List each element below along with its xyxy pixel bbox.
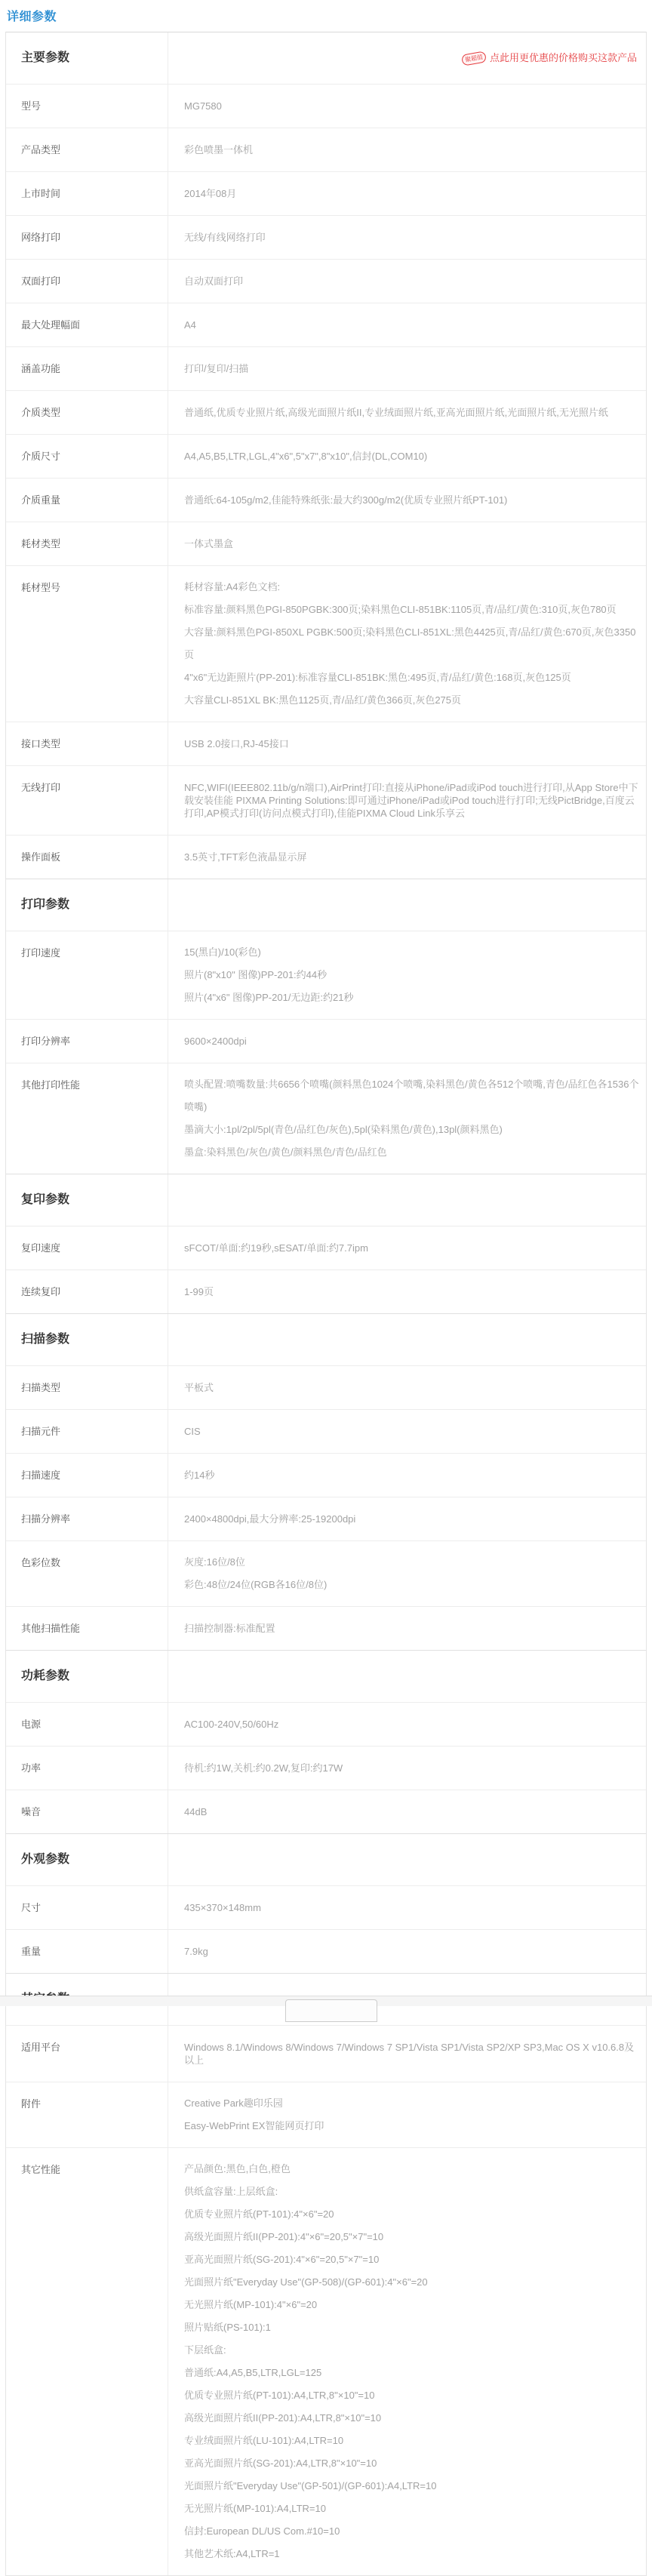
- spec-value-line: 9600×2400dpi: [184, 1036, 247, 1047]
- spec-value: [168, 1607, 646, 1650]
- spec-row: [6, 1019, 646, 1063]
- page-title: 详细参数: [7, 11, 57, 23]
- spec-value-line: 大容量CLI-851XL BK:黑色1125页,青/品红/黄色366页,灰色275页: [184, 694, 462, 706]
- spec-value-line: 彩色喷墨一体机: [184, 144, 254, 155]
- promo-link-text: 点此用更优惠的价格购买这款产品: [489, 52, 637, 63]
- spec-label: 耗材类型: [6, 522, 168, 565]
- spec-label: 扫描类型: [6, 1366, 168, 1409]
- spec-label: 双面打印: [6, 260, 168, 303]
- spec-value: [168, 1541, 646, 1606]
- spec-value-line: 一体式墨盒: [184, 538, 234, 549]
- spec-value-line: 下层纸盒:: [184, 2344, 226, 2356]
- spec-value: [168, 836, 646, 879]
- section-header-row: [6, 32, 646, 84]
- spec-value-line: 光面照片纸"Everyday Use"(GP-508)/(GP-601):4"×6"=20: [184, 2276, 428, 2288]
- spec-value-line: 墨盒:染料黑色/灰色/黄色/颜料黑色/青色/品红色: [184, 1146, 387, 1158]
- spec-row: [6, 171, 646, 215]
- section-title: 打印参数: [6, 879, 168, 931]
- spec-value: [168, 766, 646, 835]
- spec-value: [168, 931, 646, 1019]
- spec-row: [6, 478, 646, 522]
- spec-row: [6, 1270, 646, 1313]
- spec-label: 最大处理幅面: [6, 303, 168, 346]
- spec-value-line: 亚高光面照片纸(SG-201):A4,LTR,8"×10"=10: [184, 2458, 377, 2469]
- spec-row: [6, 2147, 646, 2575]
- spec-row: [6, 2082, 646, 2147]
- spec-value: [168, 1790, 646, 1833]
- spec-label: 打印分辨率: [6, 1020, 168, 1063]
- spec-value: [168, 1497, 646, 1540]
- spec-row: [6, 434, 646, 478]
- spec-label: 适用平台: [6, 2026, 168, 2082]
- spec-row: [6, 390, 646, 434]
- spec-label: 噪音: [6, 1790, 168, 1833]
- spec-row: [6, 128, 646, 171]
- spec-value-line: A4: [184, 319, 196, 331]
- spec-value: [168, 1226, 646, 1270]
- spec-value: [168, 172, 646, 215]
- spec-row: [6, 1606, 646, 1650]
- spec-value: [168, 479, 646, 522]
- spec-value-line: AC100-240V,50/60Hz: [184, 1719, 279, 1730]
- section-title: 功耗参数: [6, 1651, 168, 1702]
- spec-value-line: 产品颜色:黑色,白色,橙色: [184, 2163, 291, 2174]
- spec-row: [6, 1885, 646, 1929]
- spec-value-line: 供纸盒容量:上层纸盒:: [184, 2186, 278, 2197]
- spec-value-line: A4,A5,B5,LTR,LGL,4"x6",5"x7",8"x10",信封(DL,COM10): [184, 451, 428, 462]
- spec-value-line: MG7580: [184, 100, 222, 112]
- spec-row: [6, 1929, 646, 1973]
- spec-value-line: 4"x6"无边距照片(PP-201):标准容量CLI-851BK:黑色:495页,青/品红/黄色:168页,灰色125页: [184, 672, 571, 683]
- section-header-spacer: [168, 879, 646, 931]
- spec-row: [6, 215, 646, 259]
- spec-value: [168, 2148, 646, 2575]
- spec-label: 功率: [6, 1747, 168, 1790]
- spec-value: [168, 522, 646, 565]
- spec-value-line: 435×370×148mm: [184, 1902, 261, 1913]
- spec-value: [168, 566, 646, 722]
- spec-value-line: 普通纸:64-105g/m2,佳能特殊纸张:最大约300g/m2(优质专业照片纸PT-101): [184, 494, 508, 506]
- section-header-row: [6, 1174, 646, 1226]
- spec-value: [168, 260, 646, 303]
- spec-value-line: 大容量:颜料黑色PGI-850XL PGBK:500页;染料黑色CLI-851XL:黑色4425页,青/品红/黄色:670页,灰色3350页: [184, 626, 636, 660]
- spec-value-line: 扫描控制器:标准配置: [184, 1623, 275, 1634]
- spec-row: [6, 722, 646, 765]
- section-header-row: [6, 879, 646, 931]
- spec-value: [168, 2026, 646, 2082]
- spec-value-line: 专业绒面照片纸(LU-101):A4,LTR=10: [184, 2435, 344, 2446]
- section-header-spacer: [168, 1174, 646, 1226]
- spec-label: 连续复印: [6, 1270, 168, 1313]
- promo-badge-icon: 聚超值: [461, 51, 487, 66]
- section-title: 外观参数: [6, 1834, 168, 1885]
- spec-value-line: 1-99页: [184, 1286, 214, 1297]
- spec-row: [6, 84, 646, 128]
- spec-value-line: CIS: [184, 1426, 201, 1437]
- spec-value-line: 高级光面照片纸II(PP-201):4"×6"=20,5"×7"=10: [184, 2231, 384, 2242]
- spec-label: 网络打印: [6, 216, 168, 259]
- spec-value-line: 约14秒: [184, 1470, 215, 1481]
- spec-row: [6, 1226, 646, 1270]
- spec-value-line: 3.5英寸,TFT彩色液晶显示屏: [184, 851, 307, 863]
- spec-value: [168, 391, 646, 434]
- spec-value-line: 亚高光面照片纸(SG-201):4"×6"=20,5"×7"=10: [184, 2254, 380, 2265]
- spec-value: [168, 722, 646, 765]
- spec-value-line: 平板式: [184, 1382, 214, 1393]
- spec-row: [6, 1746, 646, 1790]
- spec-value: [168, 2082, 646, 2147]
- spec-value-line: 自动双面打印: [184, 275, 244, 287]
- spec-value: [168, 216, 646, 259]
- section-title: 扫描参数: [6, 1314, 168, 1365]
- spec-row: [6, 259, 646, 303]
- spec-value-line: 普通纸,优质专业照片纸,高级光面照片纸II,专业绒面照片纸,亚高光面照片纸,光面照片纸,无光照片纸: [184, 407, 608, 418]
- spec-row: [6, 346, 646, 390]
- spec-value-line: 灰度:16位/8位: [184, 1556, 245, 1568]
- spec-value-line: 照片(8"x10" 图像)PP-201:约44秒: [184, 969, 328, 980]
- more-specs-button[interactable]: [285, 1999, 377, 2022]
- section-header-spacer: [168, 1651, 646, 1702]
- spec-label: 产品类型: [6, 128, 168, 171]
- section-title: 主要参数: [6, 32, 168, 84]
- section-header-row: [6, 1313, 646, 1365]
- spec-value: [168, 1270, 646, 1313]
- spec-label: 电源: [6, 1703, 168, 1746]
- section-header-spacer: [168, 1834, 646, 1885]
- spec-value: [168, 1703, 646, 1746]
- spec-label: 其他扫描性能: [6, 1607, 168, 1650]
- spec-label: 涵盖功能: [6, 347, 168, 390]
- spec-row: [6, 565, 646, 722]
- spec-value-line: NFC,WIFI(IEEE802.11b/g/n端口),AirPrint打印:直接从iPhone/iPad或iPod touch进行打印,从App Store中下载安装佳能 PIXMA Printing Solutions:即可通过iPhone/iPad或iPod touch进行打印;无线PictBridge,百度云打印,AP模式打印(访问点模式打印),佳能PIXMA Cloud Link乐享云: [184, 782, 638, 819]
- spec-label: 打印速度: [6, 931, 168, 1019]
- spec-row: [6, 2025, 646, 2082]
- spec-label: 复印速度: [6, 1226, 168, 1270]
- spec-label: 介质尺寸: [6, 435, 168, 478]
- spec-row: [6, 835, 646, 879]
- spec-label: 尺寸: [6, 1886, 168, 1929]
- spec-value: [168, 347, 646, 390]
- spec-table: [5, 32, 647, 2576]
- spec-value-line: 无光照片纸(MP-101):A4,LTR=10: [184, 2503, 326, 2514]
- spec-label: 色彩位数: [6, 1541, 168, 1606]
- spec-value-line: 15(黑白)/10(彩色): [184, 946, 261, 958]
- spec-row: [6, 1497, 646, 1540]
- spec-value: [168, 1063, 646, 1174]
- spec-value: [168, 303, 646, 346]
- spec-value-line: 高级光面照片纸II(PP-201):A4,LTR,8"×10"=10: [184, 2412, 382, 2424]
- spec-label: 介质重量: [6, 479, 168, 522]
- spec-label: 介质类型: [6, 391, 168, 434]
- spec-row: [6, 1409, 646, 1453]
- footer-bar: [0, 1996, 652, 2006]
- spec-value: [168, 1886, 646, 1929]
- spec-value-line: 彩色:48位/24位(RGB各16位/8位): [184, 1579, 328, 1590]
- spec-value-line: 7.9kg: [184, 1946, 208, 1957]
- spec-label: 耗材型号: [6, 566, 168, 722]
- spec-value-line: 耗材容量:A4彩色文档:: [184, 581, 281, 592]
- spec-label: 其他打印性能: [6, 1063, 168, 1174]
- spec-value: [168, 128, 646, 171]
- spec-label: 操作面板: [6, 836, 168, 879]
- spec-value-line: 优质专业照片纸(PT-101):4"×6"=20: [184, 2208, 334, 2220]
- spec-value-line: 喷头配置:喷嘴数量:共6656个喷嘴(颜料黑色1024个喷嘴,染料黑色/黄色各512个喷嘴,青色/品红色各1536个喷嘴): [184, 1079, 639, 1113]
- spec-value-line: 无光照片纸(MP-101):4"×6"=20: [184, 2299, 318, 2310]
- spec-value-line: 信封:European DL/US Com.#10=10: [184, 2525, 340, 2537]
- spec-label: 接口类型: [6, 722, 168, 765]
- spec-row: [6, 765, 646, 835]
- spec-value: [168, 1366, 646, 1409]
- section-header-row: [6, 1650, 646, 1702]
- spec-value-line: 标准容量:颜料黑色PGI-850PGBK:300页;染料黑色CLI-851BK:1105页,青/品红/黄色:310页,灰色780页: [184, 604, 617, 615]
- spec-value-line: 2014年08月: [184, 188, 237, 199]
- spec-value-line: 普通纸:A4,A5,B5,LTR,LGL=125: [184, 2367, 322, 2378]
- spec-value: [168, 1454, 646, 1497]
- spec-value: [168, 1020, 646, 1063]
- spec-row: [6, 1365, 646, 1409]
- spec-value-line: 光面照片纸"Everyday Use"(GP-501)/(GP-601):A4,LTR=10: [184, 2480, 437, 2491]
- section-header-spacer: [168, 1314, 646, 1365]
- spec-row: [6, 303, 646, 346]
- spec-label: 重量: [6, 1930, 168, 1973]
- spec-value-line: USB 2.0接口,RJ-45接口: [184, 738, 289, 749]
- spec-label: 型号: [6, 85, 168, 128]
- spec-value-line: 打印/复印/扫描: [184, 363, 249, 374]
- section-header-spacer: [168, 32, 646, 84]
- spec-row: [6, 1702, 646, 1746]
- spec-value-line: sFCOT/单面:约19秒,sESAT/单面:约7.7ipm: [184, 1242, 368, 1254]
- spec-label: 上市时间: [6, 172, 168, 215]
- spec-row: [6, 1453, 646, 1497]
- spec-value-line: 2400×4800dpi,最大分辨率:25-19200dpi: [184, 1513, 356, 1525]
- spec-label: 无线打印: [6, 766, 168, 835]
- spec-row: [6, 931, 646, 1019]
- spec-value-line: 待机:约1W,关机:约0.2W,复印:约17W: [184, 1762, 343, 1774]
- spec-value-line: 优质专业照片纸(PT-101):A4,LTR,8"×10"=10: [184, 2390, 375, 2401]
- spec-label: 其它性能: [6, 2148, 168, 2575]
- spec-value: [168, 1747, 646, 1790]
- spec-value-line: 照片(4"x6" 图像)PP-201/无边距:约21秒: [184, 992, 354, 1003]
- spec-value-line: 其他艺术纸:A4,LTR=1: [184, 2548, 280, 2559]
- section-title: 复印参数: [6, 1174, 168, 1226]
- spec-label: 扫描速度: [6, 1454, 168, 1497]
- spec-label: 扫描分辨率: [6, 1497, 168, 1540]
- spec-value-line: Creative Park趣印乐园: [184, 2097, 283, 2109]
- spec-value-line: Windows 8.1/Windows 8/Windows 7/Windows 7 SP1/Vista SP1/Vista SP2/XP SP3,Mac OS X v10.6.8及以上: [184, 2042, 635, 2066]
- promo-link[interactable]: [462, 47, 637, 69]
- spec-value: [168, 435, 646, 478]
- spec-value: [168, 1410, 646, 1453]
- spec-value: [168, 1930, 646, 1973]
- spec-row: [6, 1540, 646, 1606]
- spec-label: 附件: [6, 2082, 168, 2147]
- spec-value-line: Easy-WebPrint EX智能网页打印: [184, 2120, 324, 2131]
- spec-value-line: 44dB: [184, 1806, 208, 1817]
- section-header-row: [6, 1833, 646, 1885]
- spec-value-line: 无线/有线网络打印: [184, 232, 266, 243]
- spec-value: [168, 85, 646, 128]
- spec-label: 扫描元件: [6, 1410, 168, 1453]
- spec-row: [6, 1063, 646, 1174]
- spec-value-line: 墨滴大小:1pl/2pl/5pl(青色/品红色/灰色),5pl(染料黑色/黄色),13pl(颜料黑色): [184, 1124, 503, 1135]
- spec-row: [6, 1790, 646, 1833]
- spec-value-line: 照片贴纸(PS-101):1: [184, 2322, 271, 2333]
- spec-row: [6, 522, 646, 565]
